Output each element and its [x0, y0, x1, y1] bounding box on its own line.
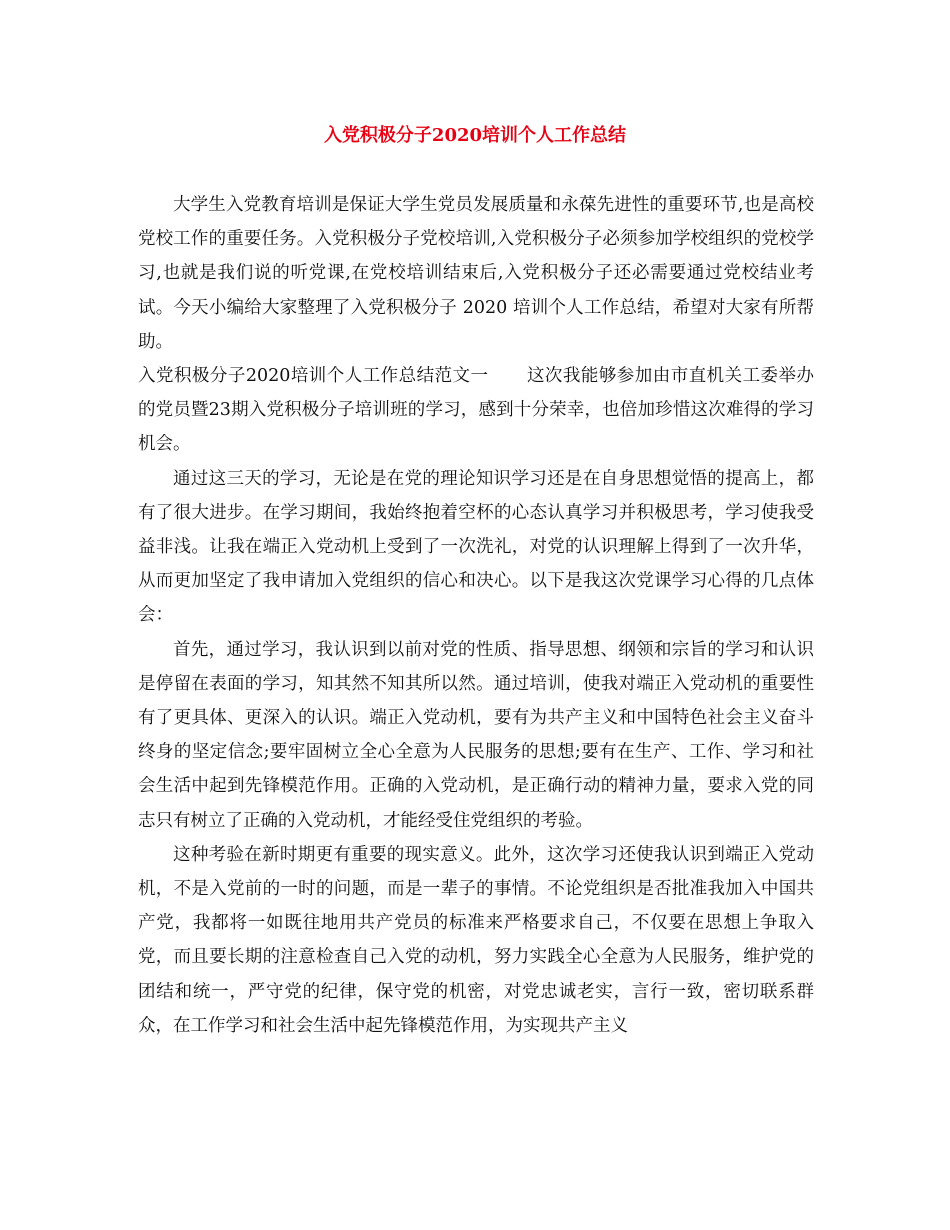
section-heading: 入党积极分子2020培训个人工作总结范文一 — [138, 366, 489, 387]
body-paragraph-1: 通过这三天的学习，无论是在党的理论知识学习还是在自身思想觉悟的提高上，都有了很大进步。在学习期间，我始终抱着空杯的心态认真学习并积极思考，学习使我受益非浅。让我在端正入党动机上受到了一次洗礼，对党的认识理解上得到了一次升华，从而更加坚定了我申请加入党组织的信心和决心。以下是我这次党课学习心得的几点体会： — [138, 468, 814, 626]
section-paragraph — [138, 359, 814, 462]
body-paragraph-2: 首先，通过学习，我认识到以前对党的性质、指导思想、纲领和宗旨的学习和认识是停留在表面的学习，知其然不知其所以然。通过培训，使我对端正入党动机的重要性有了更具体、更深入的认识。端正入党动机，要有为共产主义和中国特色社会主义奋斗终身的坚定信念;要牢固树立全心全意为人民服务的思想;要有在生产、工作、学习和社会生活中起到先锋模范作用。正确的入党动机，是正确行动的精神力量，要求入党的同志只有树立了正确的入党动机，才能经受住党组织的考验。 — [138, 639, 814, 831]
section-text: 这次我能够参加由市直机关工委举办的党员暨23期入党积极分子培训班的学习，感到十分荣幸，也倍加珍惜这次难得的学习机会。 — [138, 366, 814, 455]
document-title: 入党积极分子2020培训个人工作总结 — [323, 125, 627, 146]
intro-paragraph: 大学生入党教育培训是保证大学生党员发展质量和永葆先进性的重要环节,也是高校党校工作的重要任务。入党积极分子党校培训,入党积极分子必须参加学校组织的党校学习,也就是我们说的听党课,在党校培训结束后,入党积极分子还必需要通过党校结业考试。今天小编给大家整理了入党积极分子 2020 培训个人工作总结，希望对大家有所帮助。 — [138, 195, 814, 352]
document-body — [138, 188, 814, 1043]
body-paragraph-3: 这种考验在新时期更有重要的现实意义。此外，这次学习还使我认识到端正入党动机，不是入党前的一时的问题，而是一辈子的事情。不论党组织是否批准我加入中国共产党，我都将一如既往地用共产党员的标准来严格要求自己，不仅要在思想上争取入党，而且要长期的注意检查自己入党的动机，努力实践全心全意为人民服务，维护党的团结和统一，严守党的纪律，保守党的机密，对党忠诚老实，言行一致，密切联系群众，在工作学习和社会生活中起先锋模范作用，为实现共产主义 — [138, 844, 814, 1036]
